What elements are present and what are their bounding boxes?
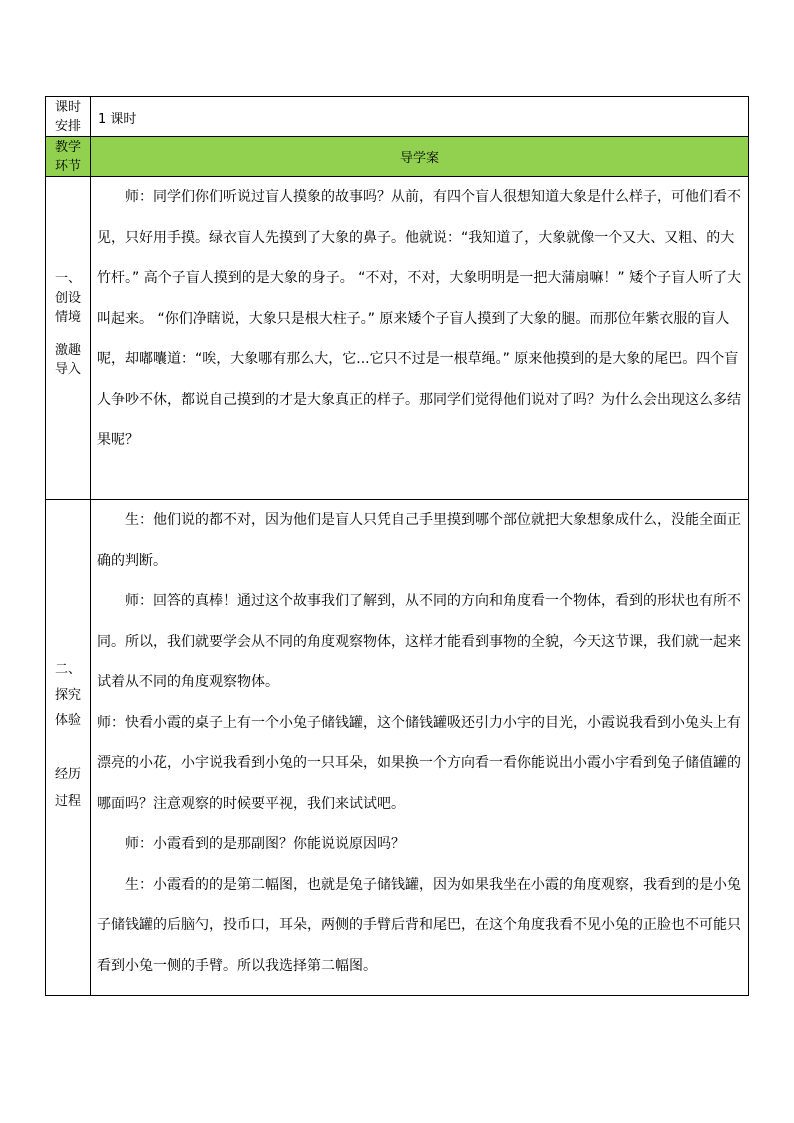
section-1-content [91, 177, 749, 500]
row-class-hours [46, 97, 749, 137]
lesson-plan-table [45, 96, 749, 996]
label-teaching-stage [46, 137, 91, 177]
section-num: 一、 [54, 271, 81, 286]
label-line-1: 课时 [54, 100, 81, 115]
label-line-1: 教学 [54, 140, 81, 155]
label-line-2: 环节 [54, 159, 81, 174]
section-label-line: 导入 [54, 362, 81, 377]
section-2-label [46, 500, 91, 996]
paragraph: 生：他们说的都不对，因为他们是盲人只凭自己手里摸到哪个部位就把大象想象成什么，没能全面正确的判断。 [97, 512, 741, 569]
label-line-2: 安排 [54, 119, 81, 134]
row-section-2 [46, 500, 749, 996]
paragraph: 师：同学们你们听说过盲人摸象的故事吗？从前，有四个盲人很想知道大象是什么样子，可他们看不见，只好用手摸。绿衣盲人先摸到了大象的鼻子。他就说：“我知道了，大象就像一个又大、又粗、的大竹杆。” 高个子盲人摸到的是大象的身子。 “不对，不对，大象明明是一把大蒲扇嘛！” 矮个子盲人听了大叫起来。 “你们净瞎说，大象只是根大柱子。” 原来矮个子盲人摸到了大象的腿。而那位年紫衣服的盲人呢，却嘟囔道：“唉，大象哪有那么大，它...它只不过是一根草绳。” 原来他摸到的是大象的尾巴。四个盲人争吵不休，都说自己摸到的才是大象真正的样子。那同学们觉得他们说对了吗？为什么会出现这么多结果呢？ [97, 189, 742, 448]
section-label-line: 探究 [54, 687, 81, 703]
section-label-line: 激趣 [54, 342, 81, 358]
section-label-line: 过程 [54, 794, 81, 809]
row-section-header [46, 137, 749, 177]
section-1-label [46, 177, 91, 500]
header-title: 导学案 [91, 137, 749, 177]
paragraph: 师：小霞看到的是那副图？你能说说原因吗？ [125, 836, 405, 852]
paragraph: 师：回答的真棒！通过这个故事我们了解到，从不同的方向和角度看一个物体，看到的形状也有所不同。所以，我们就要学会从不同的角度观察物体，这样才能看到事物的全貌，今天这节课，我们就一起来试着从不同的角度观察物体。 [97, 593, 741, 690]
row-section-1 [46, 177, 749, 500]
section-label-line: 体验 [54, 713, 81, 728]
paragraph: 生：小霞看的的是第二幅图，也就是兔子储钱罐，因为如果我坐在小霞的角度观察，我看到的是小兔子储钱罐的后脑勺，投币口，耳朵，两侧的手臂后背和尾巴，在这个角度我看不见小兔的正脸也不可能只看到小兔一侧的手臂。所以我选择第二幅图。 [97, 876, 741, 974]
section-label-line: 创设 [54, 290, 81, 306]
class-hours-value: 1 课时 [91, 97, 749, 137]
section-2-content [91, 500, 749, 996]
section-num: 二、 [54, 662, 81, 677]
section-label-line: 经历 [54, 766, 81, 782]
label-class-hours [46, 97, 91, 137]
paragraph: 师：快看小霞的桌子上有一个小兔子储钱罐，这个储钱罐吸还引力小宇的目光，小霞说我看到小兔头上有漂亮的小花，小宇说我看到小兔的一只耳朵，如果换一个方向看一看你能说出小霞小宇看到兔子储值罐的哪面吗？注意观察的时候要平视，我们来试试吧。 [97, 714, 741, 812]
section-label-line: 情境 [54, 310, 81, 325]
